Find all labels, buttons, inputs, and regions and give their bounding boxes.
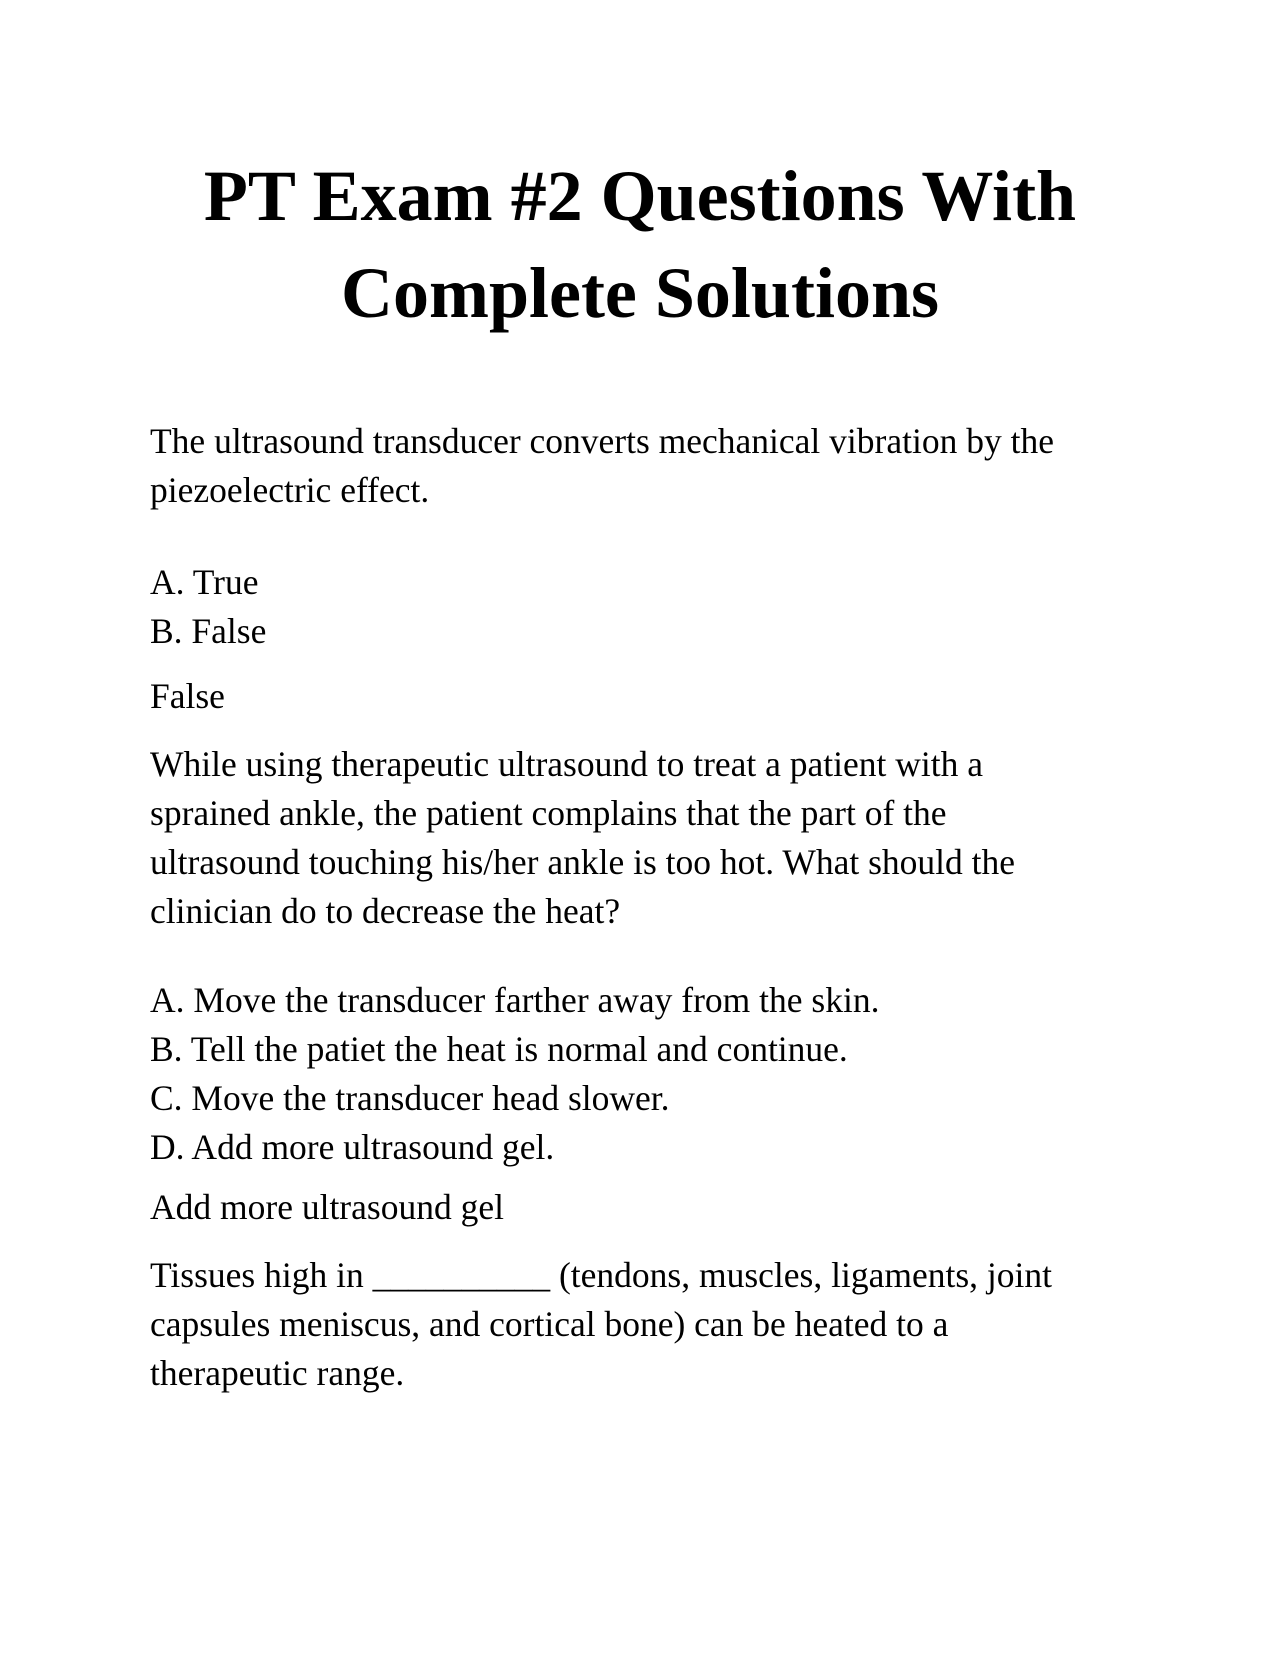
question-2-option-d: D. Add more ultrasound gel. [150,1127,555,1167]
question-2-option-b: B. Tell the patiet the heat is normal and continue. [150,1029,848,1069]
title-line-2: Complete Solutions [340,253,940,333]
question-2-prompt-line: While using therapeutic ultrasound to treat a patient with a [150,744,984,784]
question-2-options [150,976,1110,1172]
question-2-answer-text: Add more ultrasound gel [150,1187,504,1227]
question-1-prompt-line: The ultrasound transducer converts mechanical vibration by the [150,421,1054,461]
question-2-option-c: C. Move the transducer head slower. [150,1078,670,1118]
question-1-answer-text: False [150,676,225,716]
title-line-1: PT Exam #2 Questions With [203,156,1077,236]
question-2-prompt-line: sprained ankle, the patient complains that the part of the [150,793,947,833]
question-2-prompt-line: ultrasound touching his/her ankle is too hot. What should the [150,842,1016,882]
question-1-prompt [150,417,1110,515]
question-3-prompt [150,1251,1110,1398]
question-2-answer [150,1183,1110,1232]
question-1-options [150,558,1110,656]
question-1-prompt-line: piezoelectric effect. [150,470,430,510]
question-1-option-b: B. False [150,611,267,651]
question-2-prompt-line: clinician do to decrease the heat? [150,891,621,931]
question-1-answer [150,672,1110,721]
question-2-option-a: A. Move the transducer farther away from the skin. [150,980,880,1020]
question-3-prompt-line: therapeutic range. [150,1353,405,1393]
question-1-option-a: A. True [150,562,259,602]
page-title [150,148,1130,342]
question-3-prompt-line: Tissues high in __________ (tendons, muscles, ligaments, joint [150,1255,1052,1295]
question-3-prompt-line: capsules meniscus, and cortical bone) can be heated to a [150,1304,949,1344]
question-2-prompt [150,740,1110,936]
